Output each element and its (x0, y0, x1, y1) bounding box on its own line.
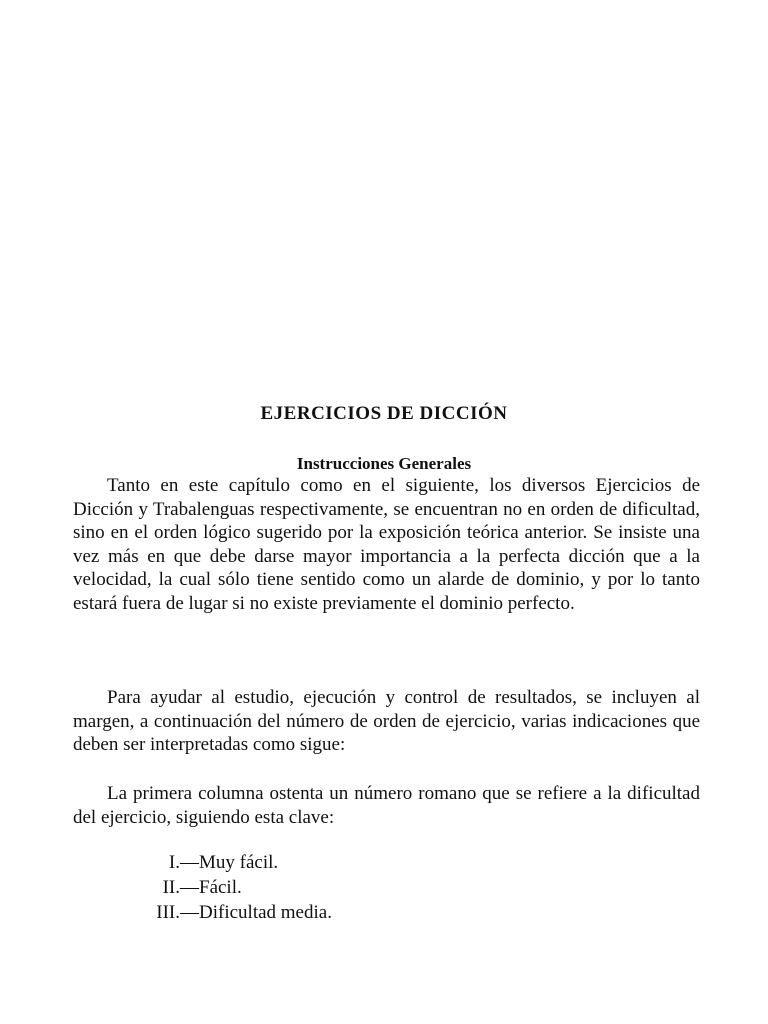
difficulty-key-list (130, 850, 332, 925)
chapter-title: EJERCICIOS DE DICCIÓN (260, 403, 508, 424)
difficulty-numeral: I. (168, 852, 180, 873)
difficulty-label: —Muy fácil. (180, 852, 279, 873)
difficulty-label: —Dificultad media. (180, 902, 332, 923)
difficulty-numeral: III. (156, 902, 180, 923)
difficulty-key-item (130, 850, 332, 875)
paragraph-first-column: La primera columna ostenta un número romano que se refiere a la dificultad del ejercicio, siguiendo esta clave: (73, 783, 700, 828)
section-title: Instrucciones Generales (296, 454, 472, 473)
difficulty-label: —Fácil. (180, 877, 242, 898)
difficulty-numeral: II. (162, 877, 180, 898)
paragraph-margin-indications: Para ayudar al estudio, ejecución y control de resultados, se incluyen al margen, a continuación del número de orden de ejercicio, varias indicaciones que deben ser interpretadas como sigue: (73, 687, 700, 755)
difficulty-key-item (130, 900, 332, 925)
difficulty-key-item (130, 875, 332, 900)
paragraph-intro: Tanto en este capítulo como en el siguiente, los diversos Ejercicios de Dicción y Trabalenguas respectivamente, se encuentran no en orden de dificultad, sino en el orden lógico sugerido por la exposición teórica anterior. Se insiste una vez más en que debe darse mayor importancia a la perfecta dicción que a la velocidad, la cual sólo tiene sentido como un alarde de dominio, y por lo tanto estará fuera de lugar si no existe previamente el dominio perfecto. (73, 475, 700, 614)
